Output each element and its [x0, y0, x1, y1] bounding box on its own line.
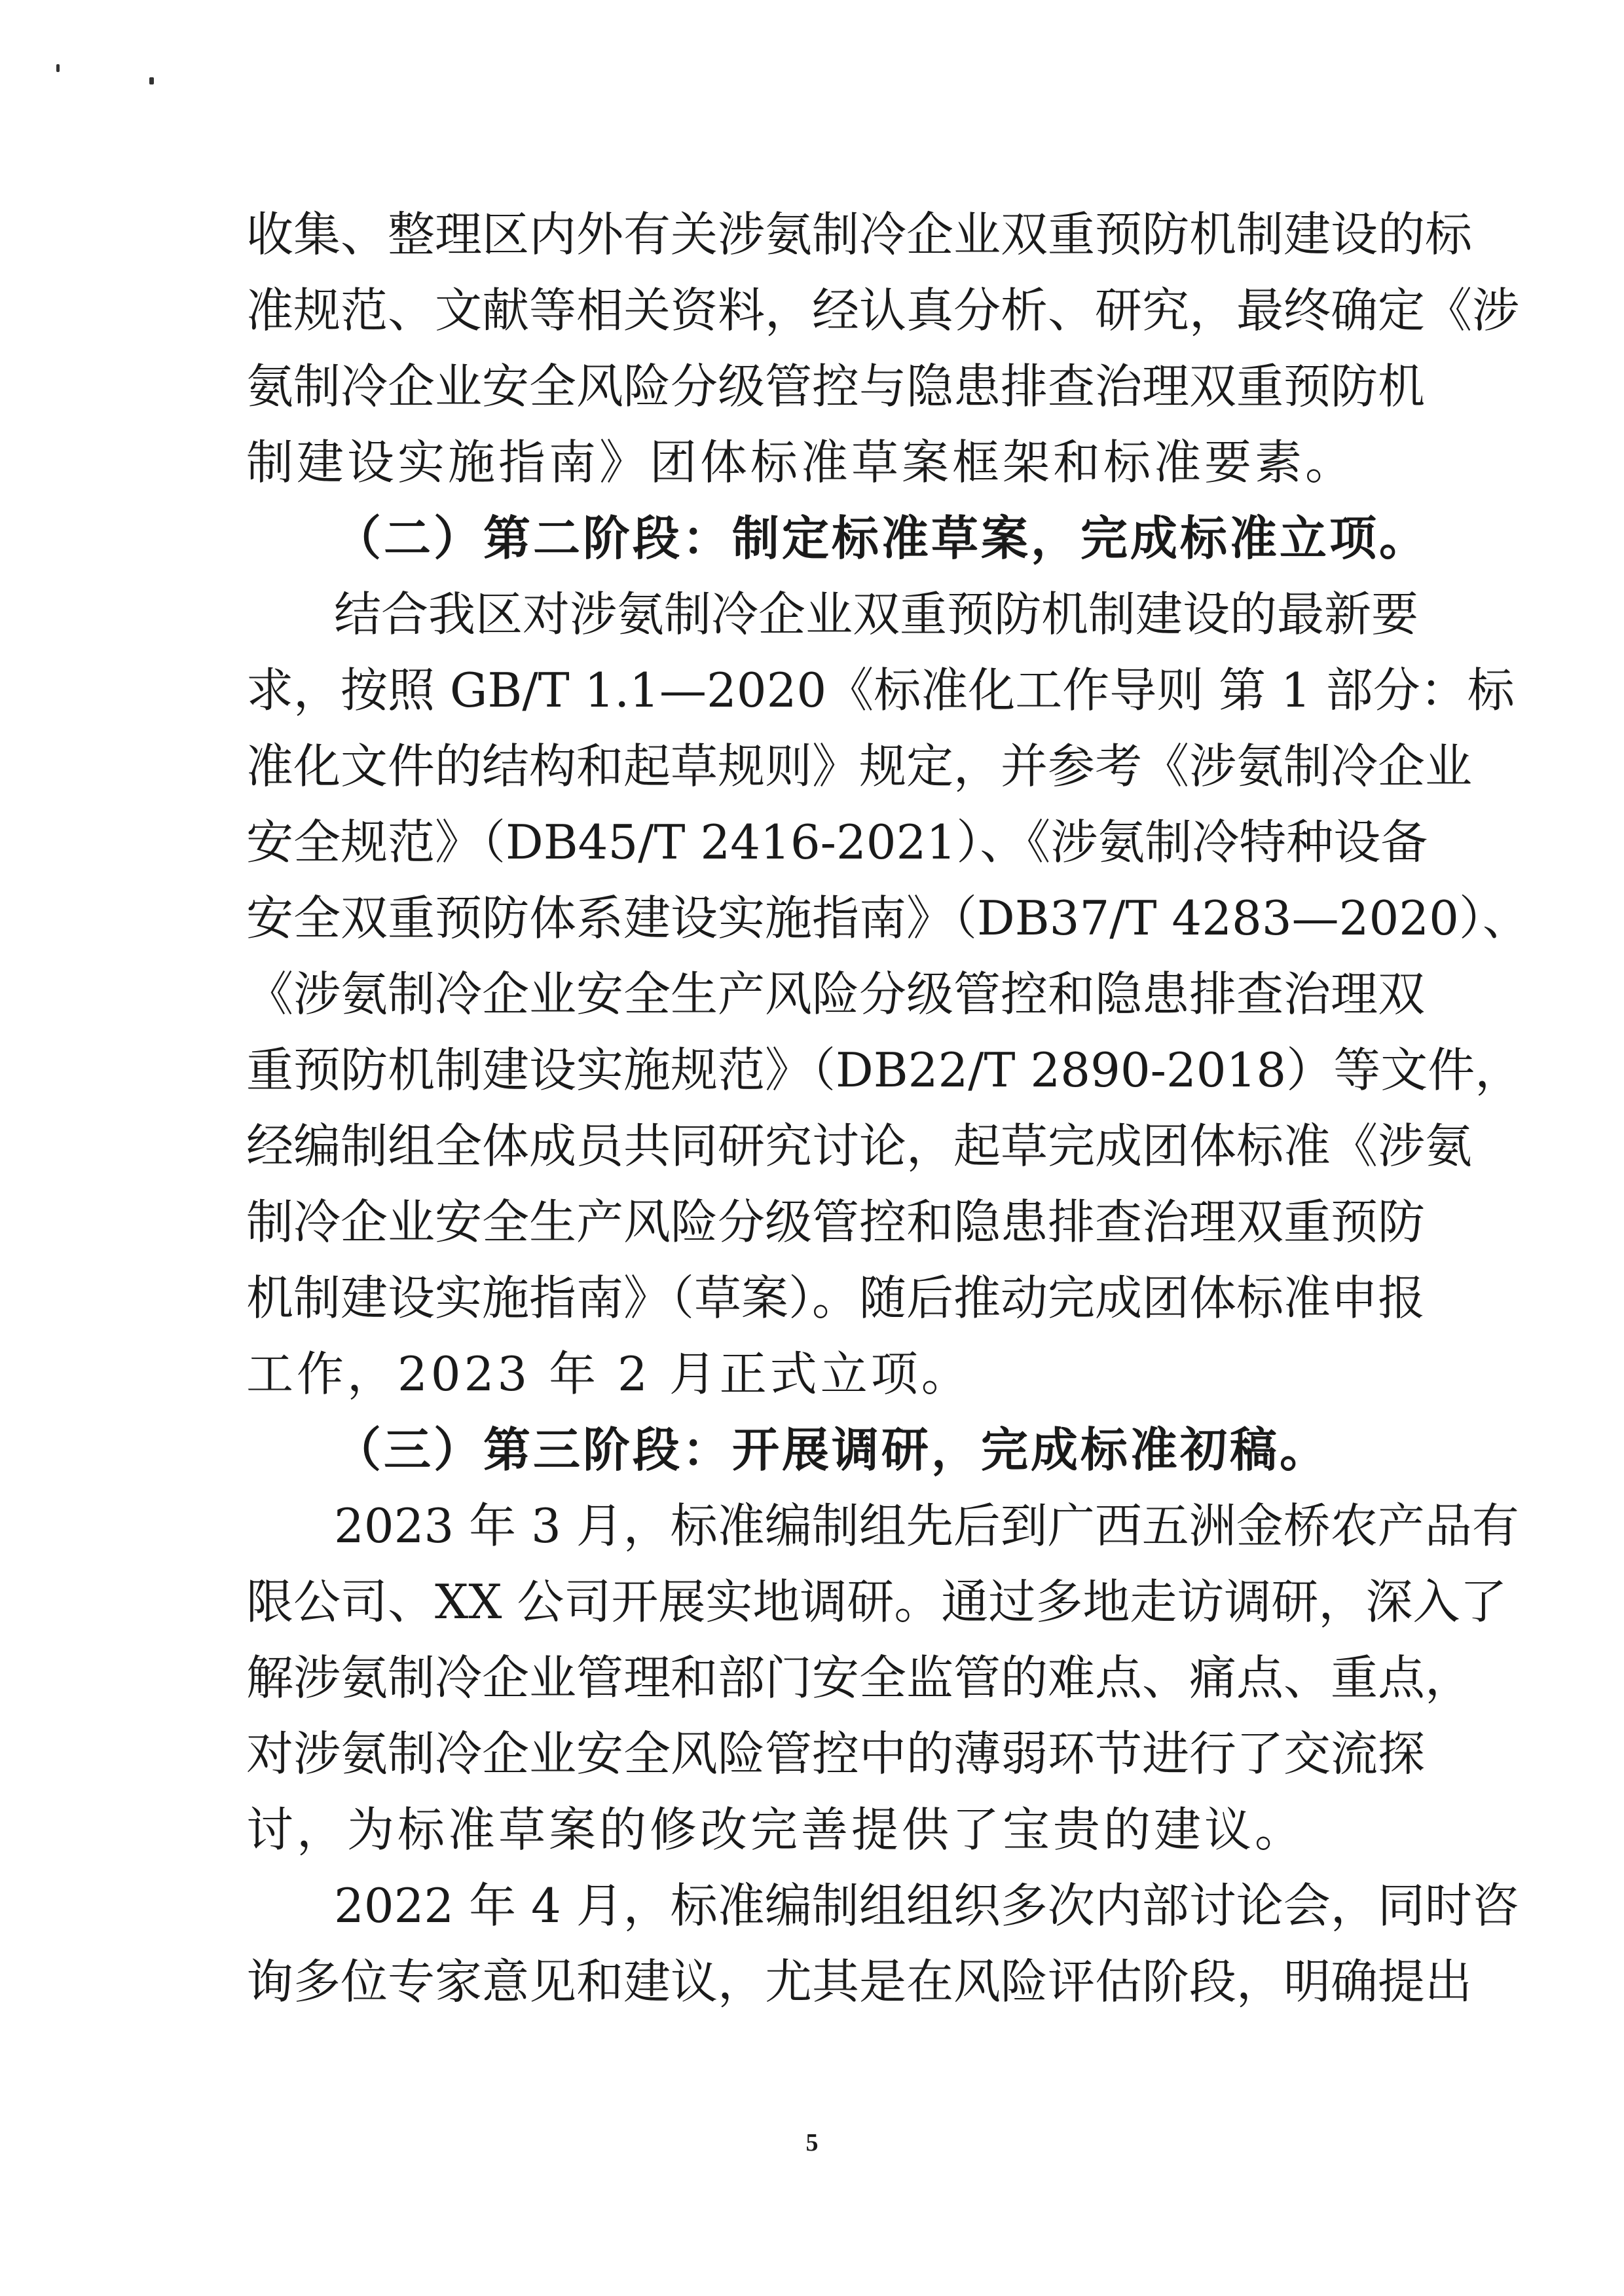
text-line: 制冷企业安全生产风险分级管控和隐患排查治理双重预防 [246, 1194, 1426, 1250]
text-line: 氨制冷企业安全风险分级管控与隐患排查治理双重预防机 [246, 359, 1426, 414]
scan-mark-2 [149, 77, 154, 84]
text-line: 安全规范》（DB45/T 2416-2021）、《涉氨制冷特种设备 [246, 815, 1428, 870]
text-line: 解涉氨制冷企业管理和部门安全监管的难点、痛点、重点， [246, 1650, 1473, 1705]
text-line: 机制建设实施指南》（草案）。随后推动完成团体标准申报 [246, 1270, 1426, 1325]
text-line: 询多位专家意见和建议，尤其是在风险评估阶段，明确提出 [246, 1954, 1473, 2009]
text-line: 收集、整理区内外有关涉氨制冷企业双重预防机制建设的标 [246, 207, 1473, 262]
text-line: 重预防机制建设实施规范》（DB22/T 2890-2018）等文件， [246, 1043, 1522, 1098]
text-line: 准规范、文献等相关资料，经认真分析、研究，最终确定《涉 [246, 283, 1520, 338]
text-line: 对涉氨制冷企业安全风险管控中的薄弱环节进行了交流探 [246, 1726, 1426, 1781]
page-number: 5 [805, 2129, 819, 2157]
text-line: 《涉氨制冷企业安全生产风险分级管控和隐患排查治理双 [246, 967, 1426, 1022]
text-line: 工作，2023 年 2 月正式立项。 [246, 1346, 972, 1401]
text-line: 结合我区对涉氨制冷企业双重预防机制建设的最新要 [334, 587, 1419, 642]
text-line: 求，按照 GB/T 1.1—2020《标准化工作导则 第 1 部分：标 [246, 663, 1515, 718]
section-heading-stage-2: （二）第二阶段：制定标准草案，完成标准立项。 [334, 511, 1430, 566]
text-line: 讨，为标准草案的修改完善提供了宝贵的建议。 [246, 1802, 1306, 1857]
text-line: 经编制组全体成员共同研究讨论，起草完成团体标准《涉氨 [246, 1119, 1473, 1174]
text-line: 制建设实施指南》团体标准草案框架和标准要素。 [246, 435, 1356, 490]
text-line: 2023 年 3 月，标准编制组先后到广西五洲金桥农产品有 [334, 1498, 1519, 1553]
text-line: 准化文件的结构和起草规则》规定，并参考《涉氨制冷企业 [246, 739, 1473, 794]
section-heading-stage-3: （三）第三阶段：开展调研，完成标准初稿。 [334, 1422, 1330, 1477]
text-line: 2022 年 4 月，标准编制组组织多次内部讨论会，同时咨 [334, 1878, 1519, 1933]
text-line: 安全双重预防体系建设实施指南》（DB37/T 4283—2020）、 [246, 891, 1530, 946]
text-line: 限公司、XX 公司开展实地调研。通过多地走访调研，深入了 [246, 1574, 1507, 1629]
scan-mark-1 [56, 64, 60, 72]
